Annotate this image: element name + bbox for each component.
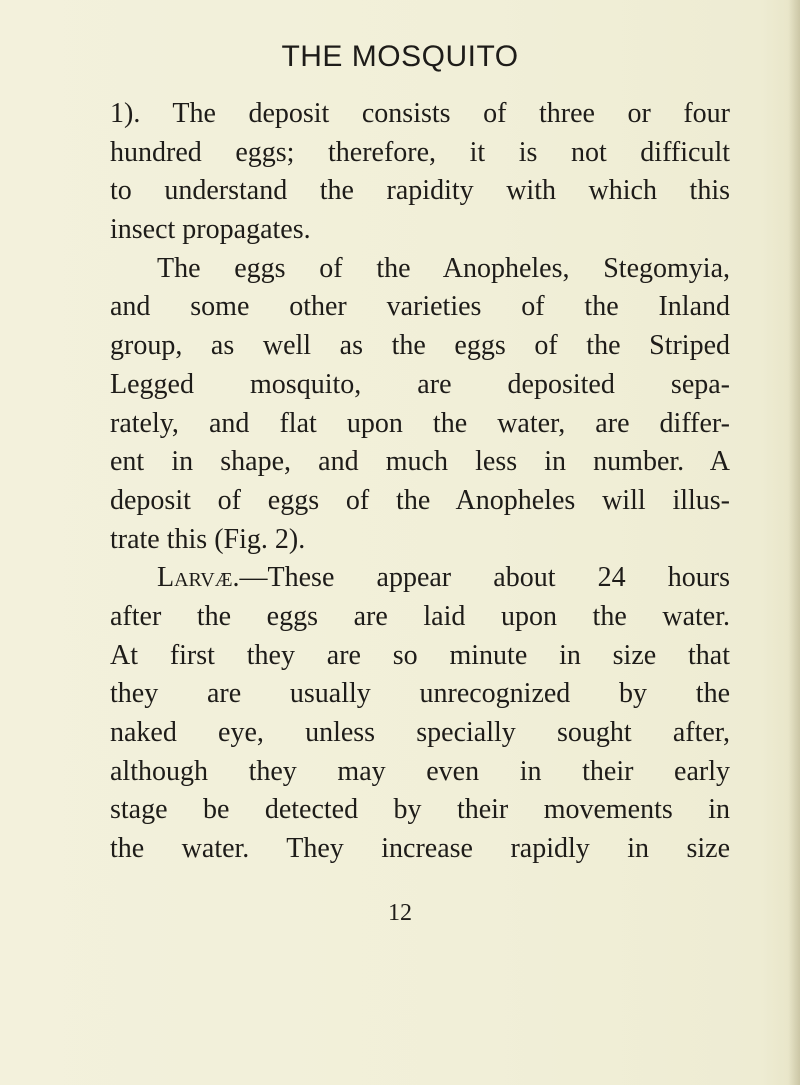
page-number: 12 bbox=[388, 900, 412, 926]
text-line: to understand the rapidity with which this bbox=[110, 175, 730, 207]
text-line: ent in shape, and much less in number. A bbox=[110, 446, 730, 478]
text-line: deposit of eggs of the Anopheles will illus- bbox=[110, 484, 730, 516]
text-line: insect propagates. bbox=[110, 214, 311, 246]
text-line bbox=[110, 559, 730, 598]
text-line: they are usually unrecognized by the bbox=[110, 678, 730, 710]
text-line: 1). The deposit consists of three or four bbox=[110, 98, 730, 129]
heading-line-rest: —These appear about 24 hours bbox=[239, 562, 730, 594]
text-line: trate this (Fig. 2). bbox=[110, 523, 306, 555]
text-line: Legged mosquito, are deposited sepa- bbox=[110, 368, 730, 400]
text-line: At first they are so minute in size that bbox=[110, 639, 730, 671]
text-line: naked eye, unless specially sought after, bbox=[110, 717, 730, 748]
text-line: The eggs of the Anopheles, Stegomyia, bbox=[157, 252, 730, 284]
running-head: THE MOSQUITO bbox=[281, 40, 519, 73]
text-line: hundred eggs; therefore, it is not difficult bbox=[110, 136, 730, 168]
text-line: and some other varieties of the Inland bbox=[110, 291, 730, 323]
text-line: after the eggs are laid upon the water. bbox=[110, 600, 730, 632]
body-text bbox=[110, 95, 730, 869]
text-line: the water. They increase rapidly in size bbox=[110, 833, 730, 865]
text-line: group, as well as the eggs of the Striped bbox=[110, 330, 730, 362]
text-line: rately, and flat upon the water, are differ- bbox=[110, 407, 730, 439]
text-line: although they may even in their early bbox=[110, 755, 730, 787]
section-heading: Larvæ. bbox=[157, 562, 240, 594]
text-line: stage be detected by their movements in bbox=[110, 794, 730, 826]
